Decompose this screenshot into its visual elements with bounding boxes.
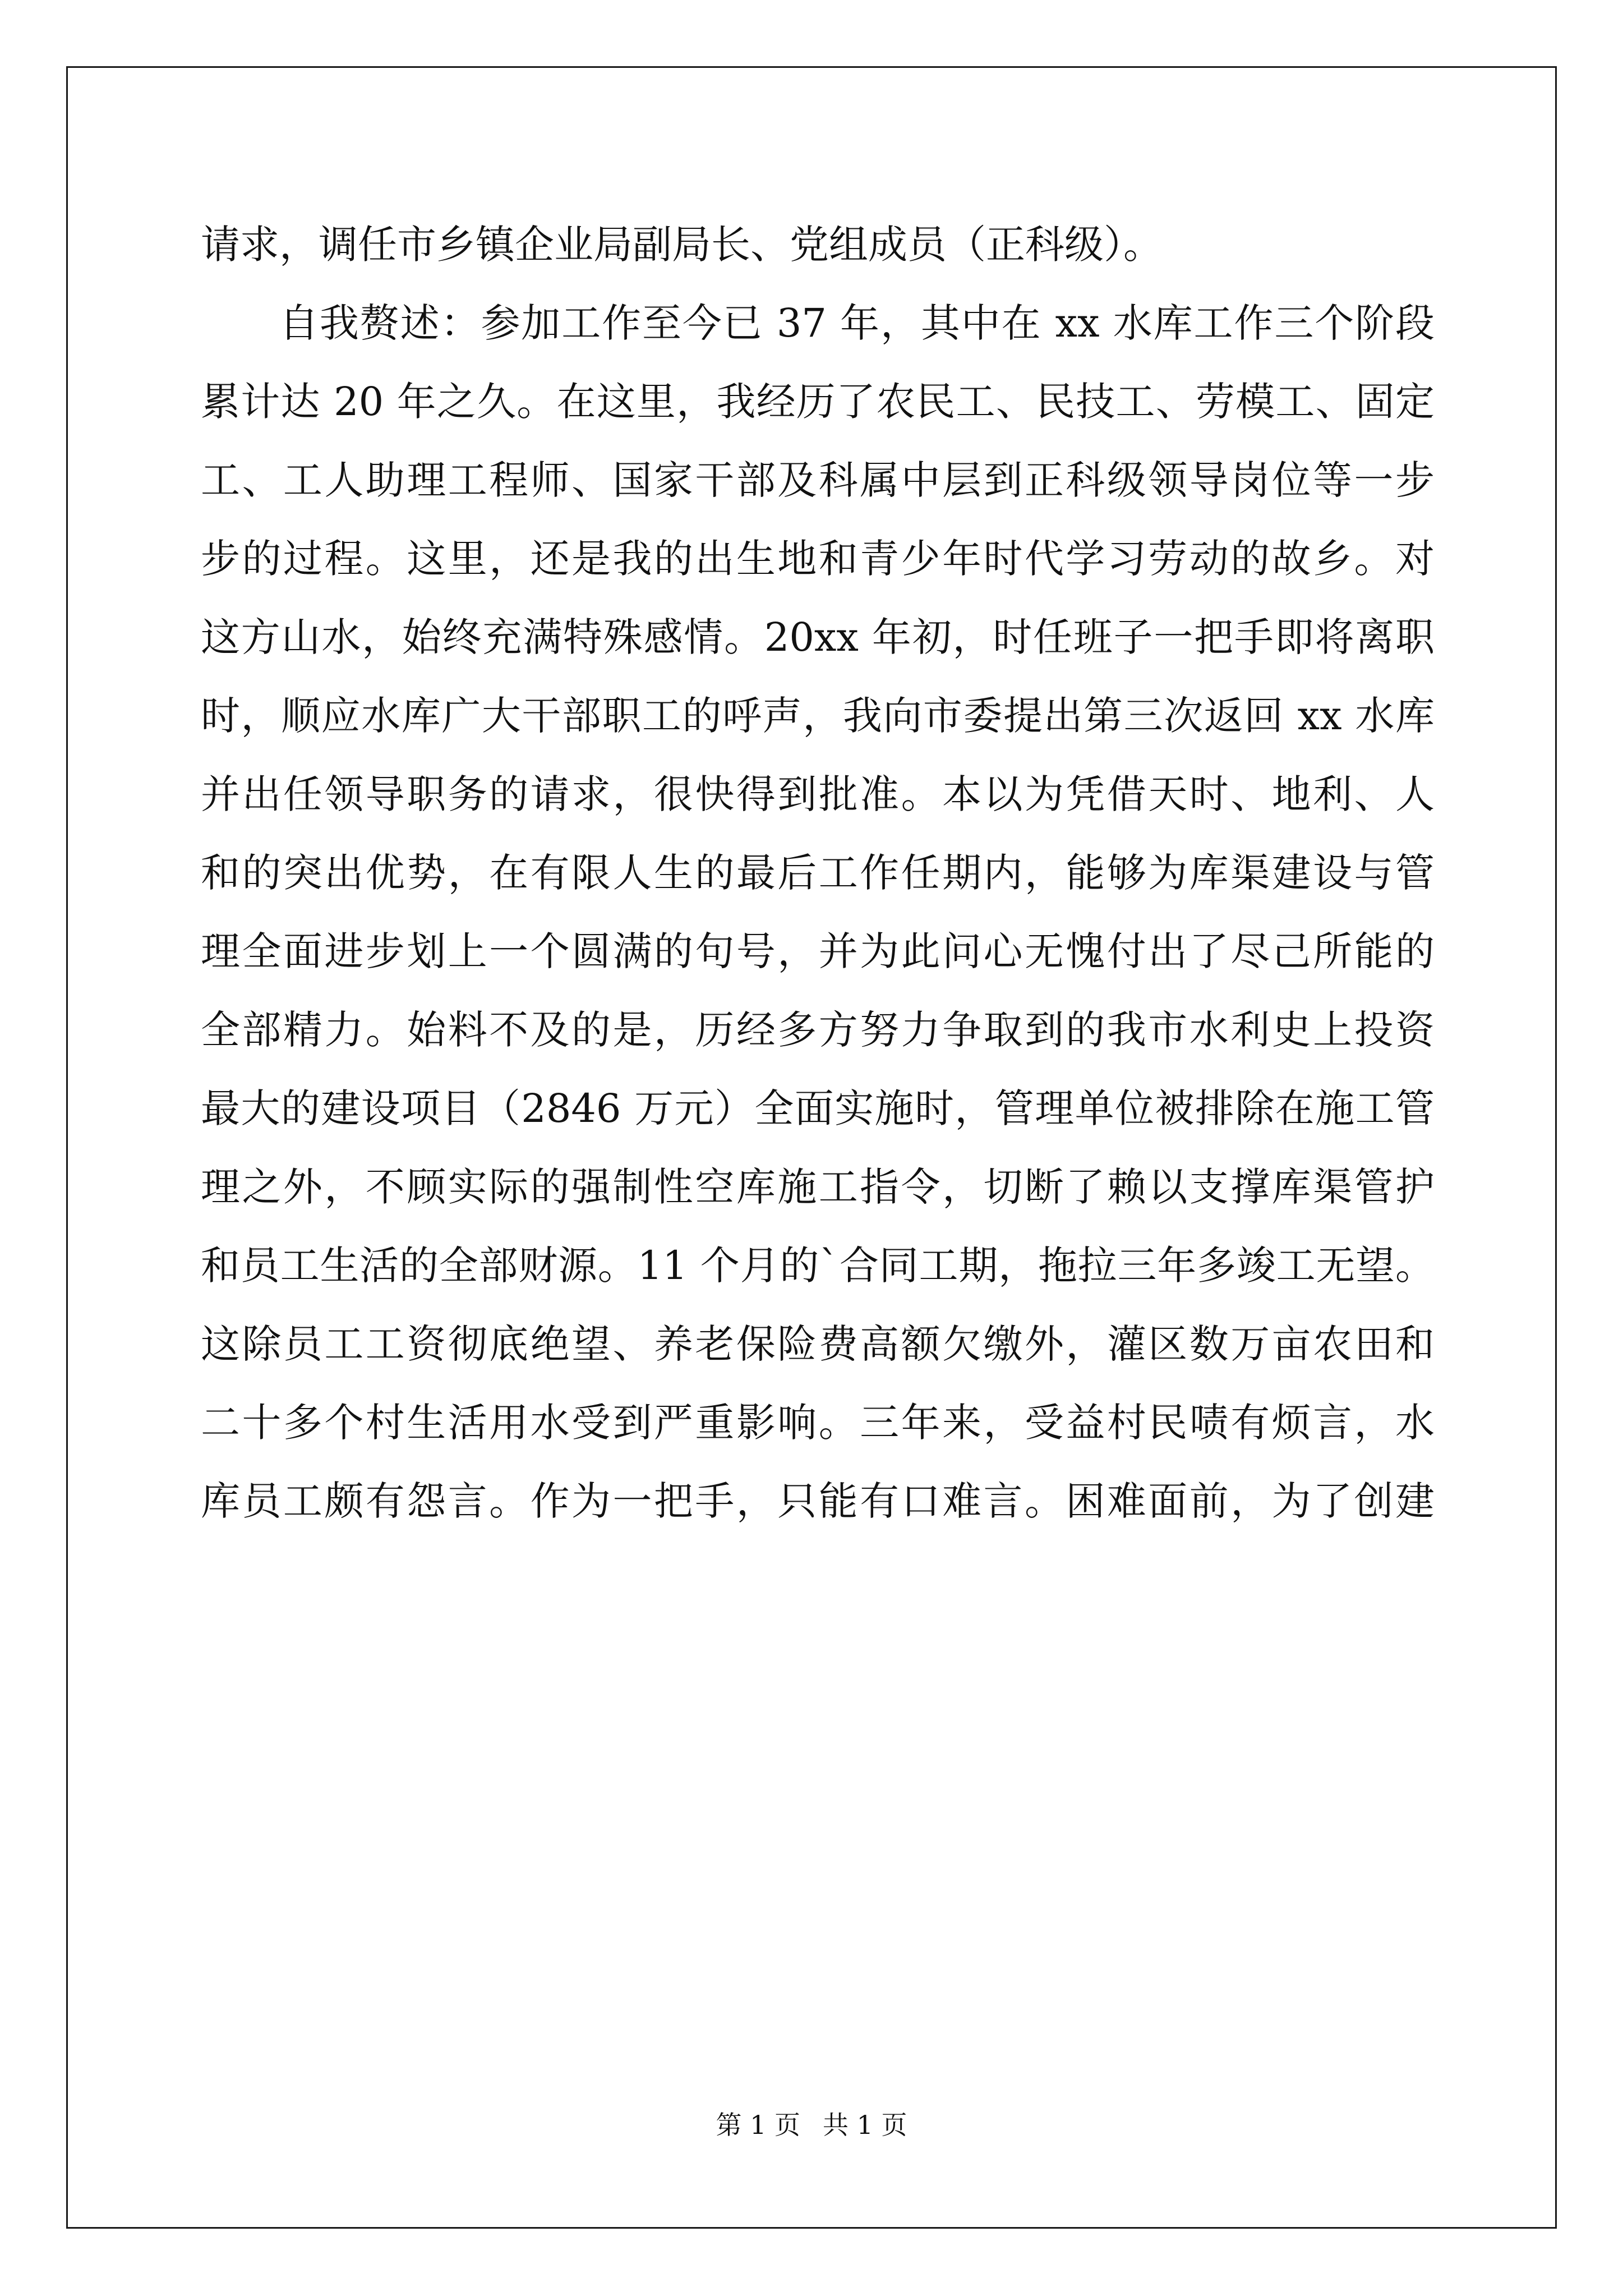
text-line-12: 最大的建设项目（2846 万元）全面实施时，管理单位被排除在施工管 [201,1085,1435,1131]
text-line-4: 工、工人助理工程师、国家干部及科属中层到正科级领导岗位等一步 [201,457,1435,503]
page-footer [0,2105,1623,2142]
text-line-6: 这方山水，始终充满特殊感情。20xx 年初，时任班子一把手即将离职 [201,614,1435,660]
text-line-1: 请求，调任市乡镇企业局副局长、党组成员（正科级）。 [201,222,1163,268]
text-line-10: 理全面进步划上一个圆满的句号，并为此问心无愧付出了尽己所能的 [201,928,1435,974]
page-number-total: 共 1 页 [823,2110,907,2140]
text-line-2: 自我赘述：参加工作至今已 37 年，其中在 xx 水库工作三个阶段 [279,300,1435,346]
text-line-13: 理之外，不顾实际的强制性空库施工指令，切断了赖以支撑库渠管护 [201,1164,1435,1210]
text-line-3: 累计达 20 年之久。在这里，我经历了农民工、民技工、劳模工、固定 [201,379,1435,425]
text-line-17: 库员工颇有怨言。作为一把手，只能有口难言。困难面前，为了创建 [201,1478,1435,1524]
page-number-current: 第 1 页 [716,2110,800,2140]
text-line-14: 和员工生活的全部财源。11 个月的`合同工期，拖拉三年多竣工无望。 [201,1243,1435,1289]
text-line-9: 和的突出优势，在有限人生的最后工作任期内，能够为库渠建设与管 [201,850,1435,896]
document-body [201,205,1435,1540]
text-line-8: 并出任领导职务的请求，很快得到批准。本以为凭借天时、地利、人 [201,771,1435,817]
text-line-15: 这除员工工资彻底绝望、养老保险费高额欠缴外，灌区数万亩农田和 [201,1321,1435,1367]
text-line-7: 时，顺应水库广大干部职工的呼声，我向市委提出第三次返回 xx 水库 [201,693,1435,739]
text-line-5: 步的过程。这里，还是我的出生地和青少年时代学习劳动的故乡。对 [201,536,1435,582]
text-line-16: 二十多个村生活用水受到严重影响。三年来，受益村民啧有烦言，水 [201,1400,1435,1446]
text-line-11: 全部精力。始料不及的是，历经多方努力争取到的我市水利史上投资 [201,1007,1435,1053]
